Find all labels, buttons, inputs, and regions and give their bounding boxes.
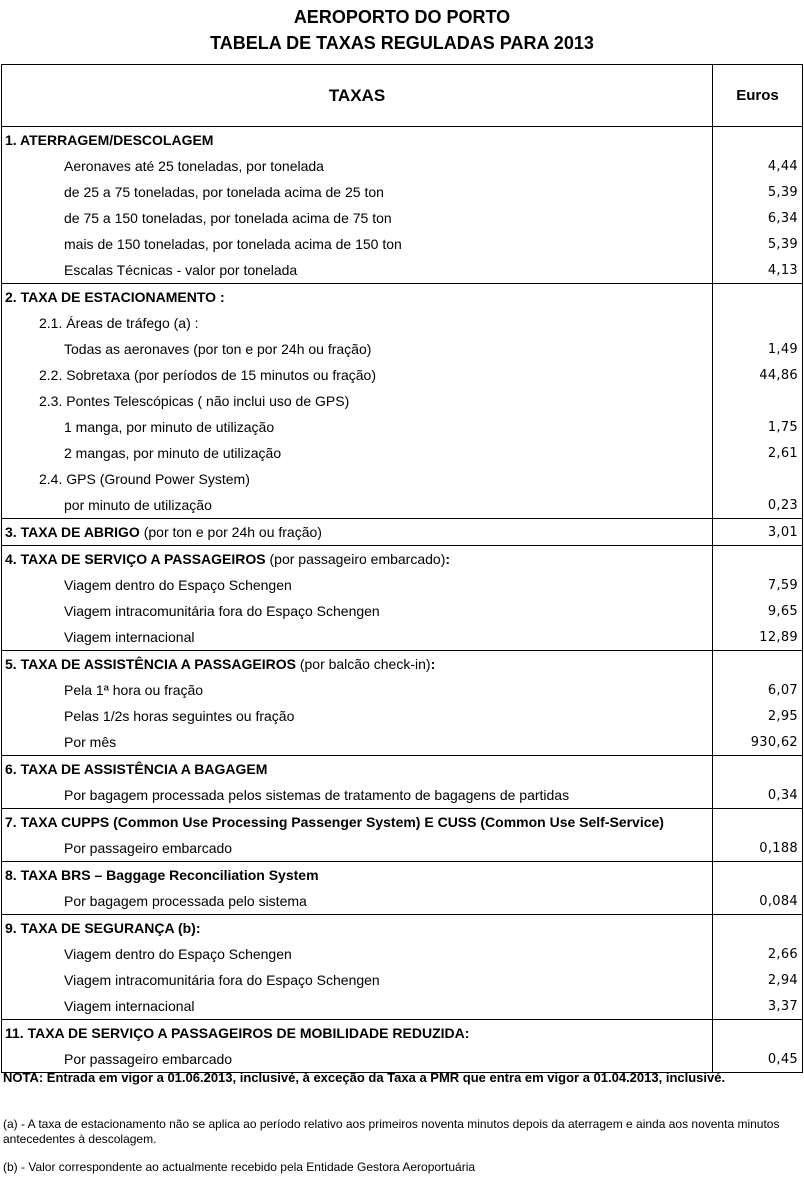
row-value: 4,13 bbox=[713, 257, 803, 284]
table-row bbox=[2, 729, 803, 756]
row-label: Todas as aeronaves (por ton e por 24h ou fração) bbox=[2, 336, 713, 362]
row-value: 44,86 bbox=[713, 362, 803, 388]
table-row bbox=[2, 466, 803, 492]
row-value: 5,39 bbox=[713, 179, 803, 205]
row-value: 2,66 bbox=[713, 941, 803, 967]
row-label: Viagem intracomunitária fora do Espaço Schengen bbox=[2, 598, 713, 624]
section-title-servico-passageiros: 4. TAXA DE SERVIÇO A PASSAGEIROS (por passageiro embarcado): bbox=[2, 546, 713, 573]
document-subtitle: TABELA DE TAXAS REGULADAS PARA 2013 bbox=[210, 33, 594, 53]
table-row bbox=[2, 835, 803, 862]
section-title-assistencia-passageiros: 5. TAXA DE ASSISTÊNCIA A PASSAGEIROS (por balcão check-in): bbox=[2, 651, 713, 678]
column-header-euros: Euros bbox=[713, 65, 803, 127]
section-header bbox=[2, 756, 803, 783]
table-row bbox=[2, 388, 803, 414]
row-value: 3,37 bbox=[713, 993, 803, 1020]
subsection-label: 2.1. Áreas de tráfego (a) : bbox=[2, 310, 713, 336]
section-title-mobilidade-reduzida: 11. TAXA DE SERVIÇO A PASSAGEIROS DE MOBILIDADE REDUZIDA: bbox=[2, 1020, 713, 1047]
row-value: 0,084 bbox=[713, 888, 803, 915]
table-row bbox=[2, 888, 803, 915]
table-row bbox=[2, 440, 803, 466]
subsection-label: 2.4. GPS (Ground Power System) bbox=[2, 466, 713, 492]
section-note: (por ton e por 24h ou fração) bbox=[143, 524, 322, 540]
section-header bbox=[2, 546, 803, 573]
row-value: 6,07 bbox=[713, 677, 803, 703]
row-value: 1,75 bbox=[713, 414, 803, 440]
row-value: 3,01 bbox=[713, 519, 803, 546]
section-title-brs: 8. TAXA BRS – Baggage Reconciliation System bbox=[2, 862, 713, 889]
row-label: Viagem internacional bbox=[2, 993, 713, 1020]
row-value: 1,49 bbox=[713, 336, 803, 362]
table-row bbox=[2, 492, 803, 519]
section-note: (por balcão check-in) bbox=[299, 656, 431, 672]
section-header bbox=[2, 915, 803, 942]
row-label: Aeronaves até 25 toneladas, por tonelada bbox=[2, 153, 713, 179]
row-value: 2,94 bbox=[713, 967, 803, 993]
row-value: 7,59 bbox=[713, 572, 803, 598]
row-label: Viagem dentro do Espaço Schengen bbox=[2, 572, 713, 598]
table-header bbox=[2, 65, 803, 127]
table-row bbox=[2, 941, 803, 967]
row-label: Escalas Técnicas - valor por tonelada bbox=[2, 257, 713, 284]
table-row bbox=[2, 362, 803, 388]
row-label: Por bagagem processada pelos sistemas de tratamento de bagagens de partidas bbox=[2, 782, 713, 809]
row-value: 4,44 bbox=[713, 153, 803, 179]
row-label: Pela 1ª hora ou fração bbox=[2, 677, 713, 703]
row-value: 0,45 bbox=[713, 1046, 803, 1073]
table-row bbox=[2, 782, 803, 809]
row-label: 1 manga, por minuto de utilização bbox=[2, 414, 713, 440]
table-row bbox=[2, 572, 803, 598]
section-header bbox=[2, 809, 803, 836]
table-row bbox=[2, 414, 803, 440]
row-value: 0,23 bbox=[713, 492, 803, 519]
row-value: 0,188 bbox=[713, 835, 803, 862]
row-label: por minuto de utilização bbox=[2, 492, 713, 519]
section-title-seguranca: 9. TAXA DE SEGURANÇA (b): bbox=[2, 915, 713, 942]
table-row bbox=[2, 993, 803, 1020]
row-label: Por passageiro embarcado bbox=[2, 835, 713, 862]
section-header bbox=[2, 862, 803, 889]
row-label: de 25 a 75 toneladas, por tonelada acima de 25 ton bbox=[2, 179, 713, 205]
section-header bbox=[2, 1020, 803, 1047]
table-row bbox=[2, 677, 803, 703]
row-label: Viagem intracomunitária fora do Espaço Schengen bbox=[2, 967, 713, 993]
row-label: de 75 a 150 toneladas, por tonelada acima de 75 ton bbox=[2, 205, 713, 231]
row-label: Viagem internacional bbox=[2, 624, 713, 651]
row-label: Por mês bbox=[2, 729, 713, 756]
row-value: 9,65 bbox=[713, 598, 803, 624]
row-value: 5,39 bbox=[713, 231, 803, 257]
row-value: 2,95 bbox=[713, 703, 803, 729]
section-header bbox=[2, 127, 803, 154]
section-header bbox=[2, 519, 803, 546]
table-row bbox=[2, 179, 803, 205]
section-title-estacionamento: 2. TAXA DE ESTACIONAMENTO : bbox=[2, 284, 713, 311]
table-row bbox=[2, 153, 803, 179]
section-title-assistencia-bagagem: 6. TAXA DE ASSISTÊNCIA A BAGAGEM bbox=[2, 756, 713, 783]
table-row bbox=[2, 257, 803, 284]
document-title: AEROPORTO DO PORTO bbox=[293, 7, 511, 27]
row-value: 0,34 bbox=[713, 782, 803, 809]
table-row bbox=[2, 624, 803, 651]
footnote-b: (b) - Valor correspondente ao actualmente recebido pela Entidade Gestora Aeroportuária bbox=[3, 1160, 476, 1174]
table-row bbox=[2, 310, 803, 336]
fees-table bbox=[1, 64, 803, 1073]
section-note: (por passageiro embarcado) bbox=[269, 551, 446, 567]
section-title-cupps: 7. TAXA CUPPS (Common Use Processing Passenger System) E CUSS (Common Use Self-Service) bbox=[2, 809, 713, 836]
row-label: 2 mangas, por minuto de utilização bbox=[2, 440, 713, 466]
table-row bbox=[2, 967, 803, 993]
row-value: 2,61 bbox=[713, 440, 803, 466]
subsection-label: 2.3. Pontes Telescópicas ( não inclui uso de GPS) bbox=[2, 388, 713, 414]
row-label: Viagem dentro do Espaço Schengen bbox=[2, 941, 713, 967]
section-title-aterragem: 1. ATERRAGEM/DESCOLAGEM bbox=[2, 127, 713, 154]
row-label: Pelas 1/2s horas seguintes ou fração bbox=[2, 703, 713, 729]
column-header-taxas: TAXAS bbox=[2, 65, 713, 127]
row-label: mais de 150 toneladas, por tonelada acima de 150 ton bbox=[2, 231, 713, 257]
row-value: 6,34 bbox=[713, 205, 803, 231]
row-label: Por bagagem processada pelo sistema bbox=[2, 888, 713, 915]
table-row bbox=[2, 205, 803, 231]
table-row bbox=[2, 703, 803, 729]
table-row bbox=[2, 231, 803, 257]
table-row bbox=[2, 598, 803, 624]
row-value: 12,89 bbox=[713, 624, 803, 651]
section-title-abrigo: 3. TAXA DE ABRIGO (por ton e por 24h ou fração) bbox=[2, 519, 713, 546]
table-row bbox=[2, 336, 803, 362]
footnote-a: (a) - A taxa de estacionamento não se aplica ao período relativo aos primeiros noventa minutos depois da aterragem e ainda aos noventa minutos antecedentes à descolagem. bbox=[3, 1117, 780, 1146]
subsection-label: 2.2. Sobretaxa (por períodos de 15 minutos ou fração) bbox=[2, 362, 713, 388]
section-header bbox=[2, 284, 803, 311]
row-label: Por passageiro embarcado bbox=[2, 1046, 713, 1073]
row-value: 930,62 bbox=[713, 729, 803, 756]
footnote-nota: NOTA: Entrada em vigor a 01.06.2013, inclusivé, à exceção da Taxa a PMR que entra em vigor a 01.04.2013, inclusivé. bbox=[3, 1070, 726, 1085]
section-header bbox=[2, 651, 803, 678]
